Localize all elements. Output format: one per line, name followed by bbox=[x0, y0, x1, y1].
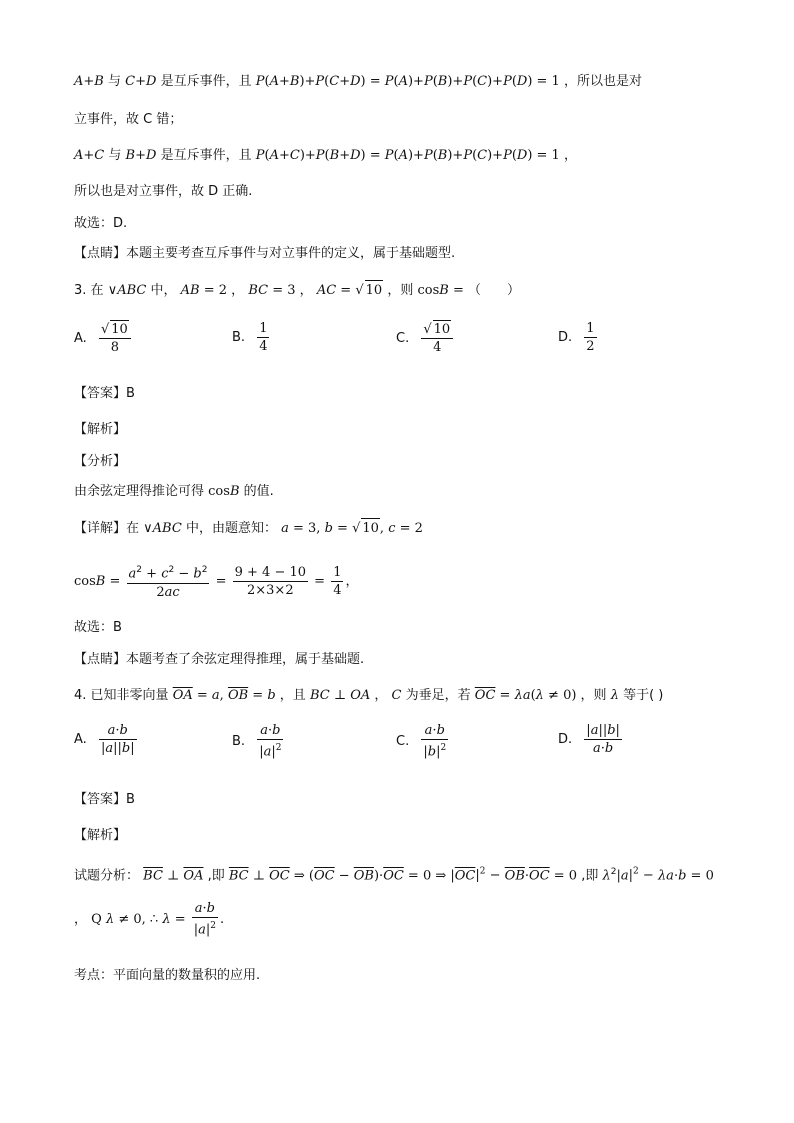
text: ,即 bbox=[581, 868, 599, 884]
q4-option-a[interactable]: A. $\frac{a\cdot b}{|a||b|}$ bbox=[74, 723, 135, 756]
q3-answer: 【答案】B bbox=[74, 386, 135, 401]
q4-solution-1: 试题分析： $\overline{BC}$ ⊥ $\overline{OA}$ ,即 $\overline{BC}$ ⊥ $\overline{OC}$ ⇒ $(\overline{OC} - \overline{OB})\cdot\overline{OC} = 0$ ⇒ $|\overline{OC}|^2 - \overline{OB}\cdot\overline{OC} = 0$ ,即 $\lambda^2|a|^2 - \lambda a\cdot b = 0$ bbox=[74, 867, 714, 884]
text: 中，由题意知： bbox=[185, 521, 277, 536]
text: 4. 已知非零向量 bbox=[74, 688, 169, 703]
option-label: B. bbox=[232, 733, 246, 749]
q4-stem: 4. 已知非零向量 $\overline{OA} = a$, $\overline{OB} = b$ ，且 BC ⊥ OA ， C 为垂足，若 $\overline{OC} = \lambda a(\lambda \ne 0)$ ，则 λ 等于( ) bbox=[74, 688, 664, 703]
prev-line-3: A+C 与 B+D 是互斥事件，且 P(A+C)+P(B+D) = P(A)+P(B)+P(C)+P(D) = 1 ， bbox=[74, 148, 577, 163]
q3-detail: 【详解】在 ∨ABC 中，由题意知： a = 3, b = √ 10, c = 2 bbox=[74, 518, 423, 539]
prev-comment: 【点睛】本题主要考查互斥事件与对立事件的定义，属于基础题型. bbox=[74, 246, 456, 261]
q3-option-a[interactable]: A. $\frac{√ 10}{8}$ bbox=[74, 320, 133, 356]
option-label: D. bbox=[558, 330, 573, 345]
text: 等于( ) bbox=[623, 688, 664, 703]
q3-option-c[interactable]: C. $\frac{√ 10}{4}$ bbox=[396, 320, 455, 356]
q4-options bbox=[74, 722, 734, 766]
option-label: A. bbox=[74, 330, 87, 346]
q3-analysis: 【解析】 bbox=[74, 422, 127, 437]
q3-options bbox=[74, 320, 734, 364]
text: 的值. bbox=[243, 484, 274, 499]
q4-option-d[interactable]: D. $\frac{|a||b|}{a\cdot b}$ bbox=[558, 723, 620, 756]
q3-option-d[interactable]: D. $\frac{1}{2}$ bbox=[558, 321, 595, 354]
text: ，且 bbox=[279, 688, 306, 703]
q4-solution-2: ， Q λ ≠ 0, ∴ λ = $\frac{a\cdot b}{|a|^2}$ . bbox=[74, 901, 225, 938]
q3-fenxi: 【分析】 bbox=[74, 454, 127, 469]
text: ， bbox=[74, 912, 88, 927]
text: ，则 bbox=[580, 688, 607, 703]
text: ,即 bbox=[207, 868, 225, 884]
text: （ ） bbox=[467, 283, 520, 298]
prev-line-2: 立事件，故 C 错； bbox=[74, 112, 183, 127]
q4-analysis: 【解析】 bbox=[74, 828, 127, 843]
text: 与 bbox=[108, 148, 122, 163]
q3-formula: cosB = $\frac{a^2 + c^2 - b^2}{2ac}$ = $\frac{9 + 4 - 10}{2\times 3\times 2}$ = $\frac{1}{4}$ ， bbox=[74, 562, 358, 602]
text: ，所以也是对 bbox=[563, 74, 642, 89]
text: ， bbox=[563, 148, 577, 163]
q4-answer: 【答案】B bbox=[74, 792, 135, 807]
option-label: C. bbox=[396, 733, 410, 749]
option-label: B. bbox=[232, 330, 246, 345]
q3-option-b[interactable]: B. $\frac{1}{4}$ bbox=[232, 321, 268, 354]
prev-line-4: 所以也是对立事件，故 D 正确. bbox=[74, 184, 253, 199]
text: 为垂足，若 bbox=[405, 688, 471, 703]
q3-comment: 【点睛】本题考查了余弦定理得推理，属于基础题. bbox=[74, 652, 365, 667]
q3-stem: 3. 在 ∨ABC 中， AB = 2 ， BC = 3 ， AC = √ 10 ，则 cosB = （ ） bbox=[74, 280, 520, 301]
text: ， bbox=[299, 283, 313, 298]
option-label: A. bbox=[74, 732, 87, 747]
text: 是互斥事件，且 bbox=[160, 148, 252, 163]
text: 3. 在 bbox=[74, 283, 104, 298]
option-label: D. bbox=[558, 732, 573, 747]
text: 中， bbox=[150, 283, 177, 298]
text: 【详解】在 bbox=[74, 521, 140, 536]
q4-option-c[interactable]: C. $\frac{a\cdot b}{|b|^2}$ bbox=[396, 723, 447, 760]
text: ， bbox=[231, 283, 245, 298]
text: ， bbox=[374, 688, 388, 703]
option-label: C. bbox=[396, 330, 410, 346]
text: 由余弦定理得推论可得 bbox=[74, 484, 205, 499]
q3-fenxi-text: 由余弦定理得推论可得 cosB 的值. bbox=[74, 484, 274, 499]
q3-choose: 故选：B bbox=[74, 620, 122, 635]
prev-choose: 故选：D. bbox=[74, 216, 128, 231]
text: 是互斥事件，且 bbox=[160, 74, 252, 89]
prev-line-1: A+B 与 C+D 是互斥事件，且 P(A+B)+P(C+D) = P(A)+P(B)+P(C)+P(D) = 1 ，所以也是对 bbox=[74, 74, 642, 89]
q4-kaodian: 考点：平面向量的数量积的应用. bbox=[74, 968, 261, 983]
text: ，则 bbox=[387, 283, 414, 298]
q4-option-b[interactable]: B. $\frac{a\cdot b}{|a|^2}$ bbox=[232, 723, 282, 760]
text: 与 bbox=[108, 74, 122, 89]
text: 试题分析： bbox=[74, 868, 140, 884]
